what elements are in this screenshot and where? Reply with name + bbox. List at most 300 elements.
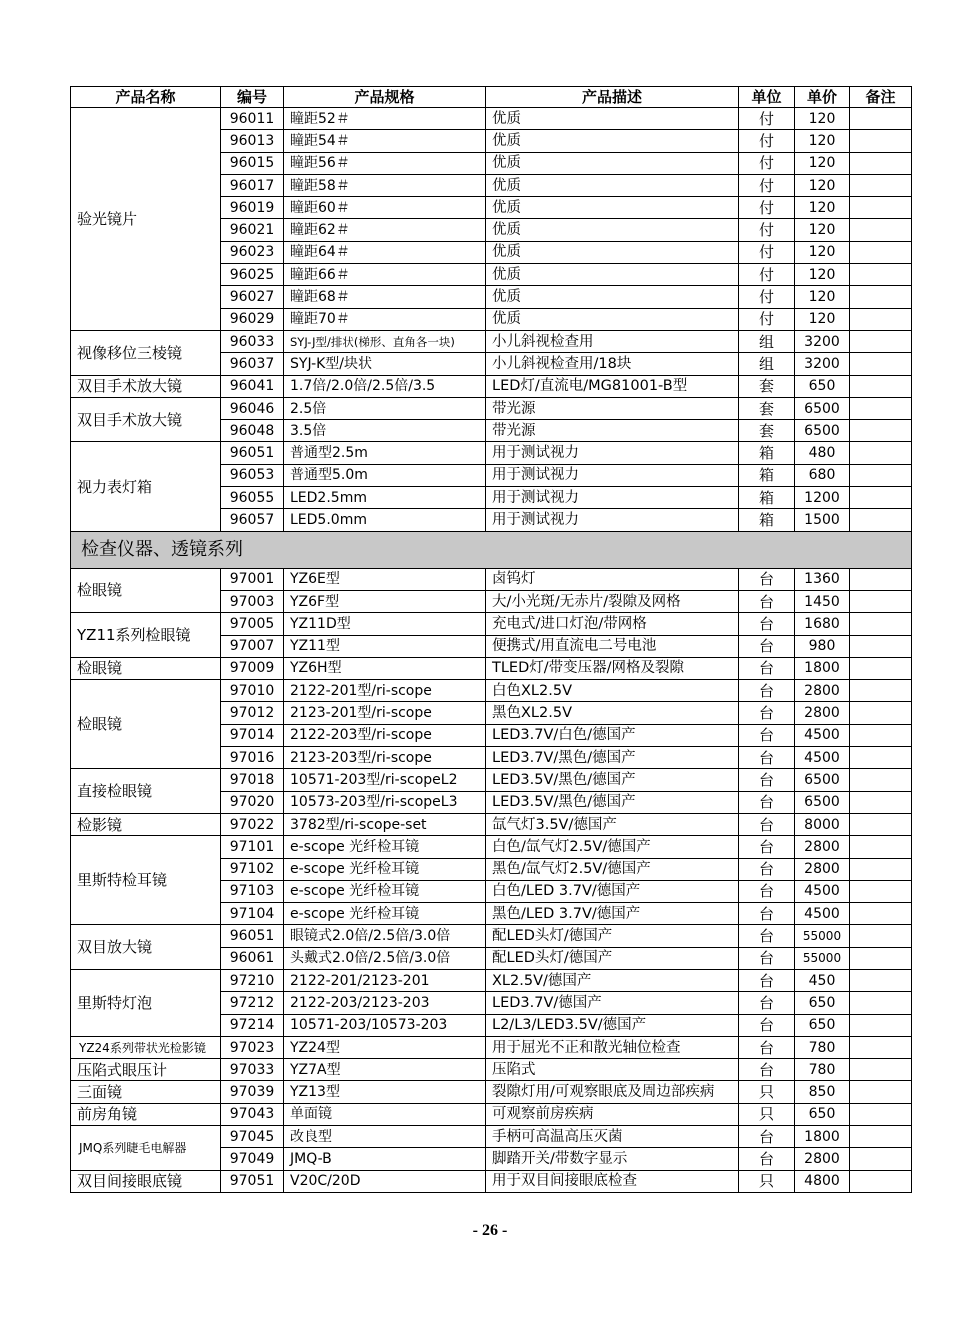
desc-cell: XL2.5V/德国产 [486,969,739,991]
header-code: 编号 [221,87,284,108]
header-unit: 单位 [739,87,795,108]
product-name-cell: YZ11系列检眼镜 [71,613,221,658]
spec-cell: e-scope 光纤检耳镜 [284,880,486,902]
table-row [71,680,912,702]
unit-cell: 组 [739,353,795,375]
desc-cell: 白色/氙气灯2.5V/德国产 [486,836,739,858]
desc-cell: 黑色/LED 3.7V/德国产 [486,903,739,925]
price-cell: 980 [795,635,850,657]
note-cell [850,858,912,880]
spec-cell: 瞳距52＃ [284,108,486,130]
unit-cell: 箱 [739,509,795,531]
spec-cell: 2122-203/2123-203 [284,992,486,1014]
spec-cell: 2122-201型/ri-scope [284,680,486,702]
code-cell: 96021 [221,219,284,241]
price-cell: 650 [795,375,850,397]
note-cell [850,724,912,746]
desc-cell: 配LED头灯/德国产 [486,925,739,947]
unit-cell: 台 [739,1126,795,1148]
spec-cell: 10571-203型/ri-scopeL2 [284,769,486,791]
spec-cell: 3.5倍 [284,420,486,442]
code-cell: 97103 [221,880,284,902]
code-cell: 96011 [221,108,284,130]
desc-cell: 优质 [486,219,739,241]
unit-cell: 台 [739,813,795,835]
price-cell: 450 [795,969,850,991]
code-cell: 97020 [221,791,284,813]
unit-cell: 台 [739,992,795,1014]
product-name-cell: 里斯特灯泡 [71,969,221,1036]
header-price: 单价 [795,87,850,108]
code-cell: 96041 [221,375,284,397]
note-cell [850,680,912,702]
desc-cell: 优质 [486,152,739,174]
desc-cell: L2/L3/LED3.5V/德国产 [486,1014,739,1036]
table-row [71,568,912,590]
spec-cell: 瞳距68＃ [284,286,486,308]
spec-cell: YZ6E型 [284,568,486,590]
price-cell: 2800 [795,836,850,858]
note-cell [850,568,912,590]
unit-cell: 台 [739,1036,795,1058]
table-row [71,330,912,352]
unit-cell: 台 [739,635,795,657]
product-name-cell: JMQ系列睫毛电解器 [71,1126,221,1171]
desc-cell: LED3.7V/白色/德国产 [486,724,739,746]
spec-cell: 3782型/ri-scope-set [284,813,486,835]
unit-cell: 台 [739,1014,795,1036]
price-cell: 1200 [795,487,850,509]
spec-cell: 瞳距70＃ [284,308,486,330]
spec-cell: 2122-203型/ri-scope [284,724,486,746]
desc-cell: 白色/LED 3.7V/德国产 [486,880,739,902]
table-row [71,1103,912,1125]
unit-cell: 套 [739,375,795,397]
unit-cell: 付 [739,197,795,219]
code-cell: 97016 [221,747,284,769]
unit-cell: 套 [739,420,795,442]
desc-cell: 压陷式 [486,1059,739,1081]
table-row [71,1126,912,1148]
note-cell [850,969,912,991]
spec-cell: 瞳距60＃ [284,197,486,219]
product-name-cell: 直接检眼镜 [71,769,221,814]
price-cell: 6500 [795,769,850,791]
note-cell [850,1081,912,1103]
code-cell: 97104 [221,903,284,925]
unit-cell: 付 [739,108,795,130]
product-name-cell: 检眼镜 [71,680,221,769]
product-name-cell: 检影镜 [71,813,221,835]
note-cell [850,1103,912,1125]
price-cell: 2800 [795,1148,850,1170]
note-cell [850,769,912,791]
unit-cell: 只 [739,1081,795,1103]
desc-cell: TLED灯/带变压器/网格及裂隙 [486,657,739,679]
table-row [71,969,912,991]
unit-cell: 套 [739,397,795,419]
section-header-row [71,531,912,568]
note-cell [850,464,912,486]
code-cell: 96046 [221,397,284,419]
desc-cell: 可观察前房疾病 [486,1103,739,1125]
code-cell: 96051 [221,442,284,464]
unit-cell: 台 [739,903,795,925]
desc-cell: 优质 [486,264,739,286]
unit-cell: 台 [739,702,795,724]
code-cell: 96019 [221,197,284,219]
spec-cell: 10573-203型/ri-scopeL3 [284,791,486,813]
code-cell: 96015 [221,152,284,174]
price-cell: 55000 [795,947,850,969]
price-cell: 2800 [795,680,850,702]
code-cell: 96029 [221,308,284,330]
code-cell: 96013 [221,130,284,152]
note-cell [850,353,912,375]
product-name-cell: 视力表灯箱 [71,442,221,531]
product-name-cell: YZ24系列带状光检影镜 [71,1036,221,1058]
code-cell: 96055 [221,487,284,509]
spec-cell: e-scope 光纤检耳镜 [284,858,486,880]
desc-cell: 优质 [486,241,739,263]
unit-cell: 付 [739,241,795,263]
desc-cell: 优质 [486,174,739,196]
spec-cell: 10571-203/10573-203 [284,1014,486,1036]
unit-cell: 台 [739,747,795,769]
price-cell: 1360 [795,568,850,590]
unit-cell: 台 [739,858,795,880]
desc-cell: 小儿斜视检查用/18块 [486,353,739,375]
note-cell [850,635,912,657]
desc-cell: 脚踏开关/带数字显示 [486,1148,739,1170]
note-cell [850,241,912,263]
spec-cell: 2.5倍 [284,397,486,419]
price-cell: 120 [795,197,850,219]
spec-cell: 瞳距54＃ [284,130,486,152]
spec-cell: 改良型 [284,1126,486,1148]
note-cell [850,130,912,152]
spec-cell: V20C/20D [284,1170,486,1192]
desc-cell: 优质 [486,286,739,308]
code-cell: 97045 [221,1126,284,1148]
unit-cell: 台 [739,1148,795,1170]
spec-cell: 单面镜 [284,1103,486,1125]
code-cell: 96053 [221,464,284,486]
code-cell: 97012 [221,702,284,724]
header-note: 备注 [850,87,912,108]
note-cell [850,1170,912,1192]
unit-cell: 台 [739,590,795,612]
price-cell: 2800 [795,702,850,724]
unit-cell: 台 [739,1059,795,1081]
price-cell: 680 [795,464,850,486]
unit-cell: 付 [739,130,795,152]
note-cell [850,509,912,531]
note-cell [850,657,912,679]
code-cell: 96061 [221,947,284,969]
price-cell: 650 [795,1103,850,1125]
price-cell: 120 [795,264,850,286]
note-cell [850,487,912,509]
spec-cell: LED5.0mm [284,509,486,531]
unit-cell: 台 [739,969,795,991]
unit-cell: 台 [739,680,795,702]
spec-cell: YZ11型 [284,635,486,657]
note-cell [850,613,912,635]
price-cell: 120 [795,286,850,308]
table-row [71,108,912,130]
desc-cell: 白色XL2.5V [486,680,739,702]
desc-cell: 手柄可高温高压灭菌 [486,1126,739,1148]
price-cell: 6500 [795,791,850,813]
note-cell [850,747,912,769]
price-cell: 120 [795,241,850,263]
product-name-cell: 检眼镜 [71,568,221,613]
code-cell: 97101 [221,836,284,858]
note-cell [850,197,912,219]
code-cell: 97102 [221,858,284,880]
price-cell: 55000 [795,925,850,947]
spec-cell: YZ13型 [284,1081,486,1103]
desc-cell: 用于测试视力 [486,442,739,464]
code-cell: 96057 [221,509,284,531]
note-cell [850,1148,912,1170]
price-cell: 1680 [795,613,850,635]
desc-cell: 裂隙灯用/可观察眼底及周边部疾病 [486,1081,739,1103]
spec-cell: 瞳距56＃ [284,152,486,174]
desc-cell: LED3.7V/黑色/德国产 [486,747,739,769]
note-cell [850,947,912,969]
note-cell [850,375,912,397]
spec-cell: JMQ-B [284,1148,486,1170]
code-cell: 97005 [221,613,284,635]
desc-cell: 氙气灯3.5V/德国产 [486,813,739,835]
price-cell: 4800 [795,1170,850,1192]
desc-cell: LED3.5V/黑色/德国产 [486,769,739,791]
code-cell: 97043 [221,1103,284,1125]
table-row [71,1081,912,1103]
code-cell: 96048 [221,420,284,442]
spec-cell: 瞳距64＃ [284,241,486,263]
note-cell [850,174,912,196]
product-name-cell: 视像移位三棱镜 [71,330,221,375]
note-cell [850,590,912,612]
header-name: 产品名称 [71,87,221,108]
code-cell: 97009 [221,657,284,679]
code-cell: 97018 [221,769,284,791]
table-row [71,397,912,419]
table-row [71,613,912,635]
code-cell: 97214 [221,1014,284,1036]
desc-cell: 优质 [486,308,739,330]
unit-cell: 付 [739,308,795,330]
note-cell [850,286,912,308]
spec-cell: 2123-203型/ri-scope [284,747,486,769]
note-cell [850,1036,912,1058]
unit-cell: 台 [739,657,795,679]
unit-cell: 付 [739,219,795,241]
price-cell: 650 [795,992,850,1014]
code-cell: 97039 [221,1081,284,1103]
price-table [70,86,912,1193]
note-cell [850,1059,912,1081]
desc-cell: 充电式/进口灯泡/带网格 [486,613,739,635]
product-name-cell: 双目放大镜 [71,925,221,970]
table-header-row [71,87,912,108]
code-cell: 96023 [221,241,284,263]
desc-cell: 用于双目间接眼底检查 [486,1170,739,1192]
code-cell: 97023 [221,1036,284,1058]
product-name-cell: 检眼镜 [71,657,221,679]
spec-cell: YZ7A型 [284,1059,486,1081]
desc-cell: 带光源 [486,397,739,419]
spec-cell: YZ6H型 [284,657,486,679]
table-row [71,375,912,397]
unit-cell: 台 [739,724,795,746]
code-cell: 96051 [221,925,284,947]
note-cell [850,330,912,352]
desc-cell: 优质 [486,108,739,130]
desc-cell: LED3.5V/黑色/德国产 [486,791,739,813]
unit-cell: 付 [739,174,795,196]
price-cell: 4500 [795,747,850,769]
table-row [71,1036,912,1058]
table-row [71,1170,912,1192]
unit-cell: 台 [739,791,795,813]
spec-cell: YZ11D型 [284,613,486,635]
unit-cell: 付 [739,264,795,286]
price-cell: 3200 [795,330,850,352]
desc-cell: 大/小光斑/无赤片/裂隙及网格 [486,590,739,612]
product-name-cell: 双目间接眼底镜 [71,1170,221,1192]
spec-cell: 2123-201型/ri-scope [284,702,486,724]
table-row [71,769,912,791]
price-cell: 120 [795,219,850,241]
code-cell: 97010 [221,680,284,702]
note-cell [850,880,912,902]
note-cell [850,1126,912,1148]
spec-cell: YZ6F型 [284,590,486,612]
spec-cell: e-scope 光纤检耳镜 [284,903,486,925]
spec-cell: 普通型2.5m [284,442,486,464]
note-cell [850,791,912,813]
spec-cell: 眼镜式2.0倍/2.5倍/3.0倍 [284,925,486,947]
page-number: - 26 - [472,1222,508,1239]
code-cell: 96027 [221,286,284,308]
price-cell: 1800 [795,1126,850,1148]
price-cell: 8000 [795,813,850,835]
price-cell: 120 [795,308,850,330]
code-cell: 96033 [221,330,284,352]
note-cell [850,442,912,464]
price-cell: 4500 [795,880,850,902]
code-cell: 96025 [221,264,284,286]
table-row [71,813,912,835]
spec-cell: 2122-201/2123-201 [284,969,486,991]
unit-cell: 台 [739,613,795,635]
price-cell: 650 [795,1014,850,1036]
table-row [71,657,912,679]
spec-cell: YZ24型 [284,1036,486,1058]
price-cell: 4500 [795,724,850,746]
code-cell: 97051 [221,1170,284,1192]
note-cell [850,1014,912,1036]
code-cell: 96037 [221,353,284,375]
product-name-cell: 三面镜 [71,1081,221,1103]
price-cell: 1450 [795,590,850,612]
note-cell [850,397,912,419]
price-cell: 1500 [795,509,850,531]
code-cell: 97022 [221,813,284,835]
desc-cell: 黑色XL2.5V [486,702,739,724]
desc-cell: 配LED头灯/德国产 [486,947,739,969]
note-cell [850,925,912,947]
price-cell: 3200 [795,353,850,375]
price-cell: 6500 [795,420,850,442]
desc-cell: LED灯/直流电/MG81001-B型 [486,375,739,397]
table-row [71,925,912,947]
price-cell: 6500 [795,397,850,419]
unit-cell: 组 [739,330,795,352]
spec-cell: SYJ-K型/块状 [284,353,486,375]
header-spec: 产品规格 [284,87,486,108]
price-cell: 780 [795,1059,850,1081]
unit-cell: 台 [739,568,795,590]
table-row [71,442,912,464]
note-cell [850,903,912,925]
table-row [71,1059,912,1081]
spec-cell: 1.7倍/2.0倍/2.5倍/3.5 [284,375,486,397]
price-cell: 120 [795,152,850,174]
note-cell [850,702,912,724]
note-cell [850,264,912,286]
note-cell [850,836,912,858]
unit-cell: 台 [739,880,795,902]
price-cell: 4500 [795,903,850,925]
spec-cell: LED2.5mm [284,487,486,509]
code-cell: 97212 [221,992,284,1014]
price-cell: 120 [795,130,850,152]
desc-cell: 用于屈光不正和散光轴位检查 [486,1036,739,1058]
spec-cell: 瞳距62＃ [284,219,486,241]
product-name-cell: 压陷式眼压计 [71,1059,221,1081]
unit-cell: 箱 [739,442,795,464]
header-desc: 产品描述 [486,87,739,108]
spec-cell: 普通型5.0m [284,464,486,486]
desc-cell: 优质 [486,130,739,152]
desc-cell: LED3.7V/德国产 [486,992,739,1014]
note-cell [850,152,912,174]
product-name-cell: 验光镜片 [71,108,221,331]
spec-cell: 瞳距66＃ [284,264,486,286]
note-cell [850,420,912,442]
unit-cell: 付 [739,152,795,174]
table-row [71,836,912,858]
note-cell [850,813,912,835]
section-title: 检查仪器、透镜系列 [71,531,912,568]
unit-cell: 箱 [739,464,795,486]
price-cell: 480 [795,442,850,464]
unit-cell: 台 [739,836,795,858]
desc-cell: 卤钨灯 [486,568,739,590]
unit-cell: 付 [739,286,795,308]
product-name-cell: 双目手术放大镜 [71,397,221,442]
product-name-cell: 前房角镜 [71,1103,221,1125]
desc-cell: 黑色/氙气灯2.5V/德国产 [486,858,739,880]
price-cell: 780 [795,1036,850,1058]
spec-cell: SYJ-J型/排状(梯形、直角各一块) [284,330,486,352]
code-cell: 97003 [221,590,284,612]
